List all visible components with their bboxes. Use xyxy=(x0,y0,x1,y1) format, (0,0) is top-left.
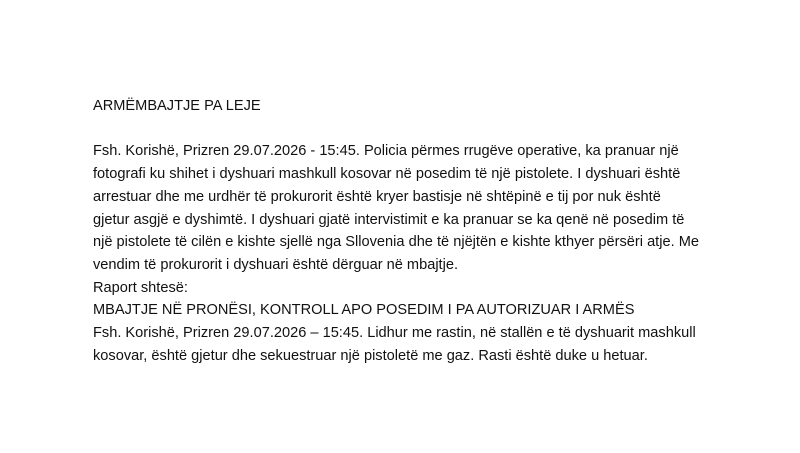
paragraph-line: Fsh. Korishë, Prizren 29.07.2026 - 15:45. Policia përmes rrugëve operative, ka pranuar një xyxy=(93,143,679,160)
article-heading: ARMËMBAJTJE PA LEJE xyxy=(93,98,261,114)
paragraph-line: arrestuar dhe me urdhër të prokurorit është kryer bastisje në shtëpinë e tij por nuk është xyxy=(93,188,661,205)
supplement-label: Raport shtesë: xyxy=(93,279,188,296)
paragraph-line: kosovar, është gjetur dhe sekuestruar një pistoletë me gaz. Rasti është duke u hetuar. xyxy=(93,347,648,364)
supplement-heading: MBAJTJE NË PRONËSI, KONTROLL APO POSEDIM I PA AUTORIZUAR I ARMËS xyxy=(93,302,635,319)
paragraph-line: Fsh. Korishë, Prizren 29.07.2026 – 15:45. Lidhur me rastin, në stallën e të dyshuarit mashkull xyxy=(93,325,696,342)
paragraph-line: vendim të prokurorit i dyshuari është dërguar në mbajtje. xyxy=(93,256,459,273)
paragraph-line: fotografi ku shihet i dyshuari mashkull kosovar në posedim të një pistolete. I dyshuari është xyxy=(93,166,681,183)
spacer xyxy=(93,118,733,141)
report-paragraph xyxy=(93,140,733,276)
paragraph-line: gjetur asgjë e dyshimtë. I dyshuari gjatë intervistimit e ka pranuar se ka qenë në posedim të xyxy=(93,211,685,228)
document-body xyxy=(93,95,733,367)
supplement-paragraph xyxy=(93,322,733,367)
paragraph-line: një pistolete të cilën e kishte sjellë nga Sllovenia dhe të njëjtën e kishte kthyer përsëri atje. Me xyxy=(93,234,699,251)
